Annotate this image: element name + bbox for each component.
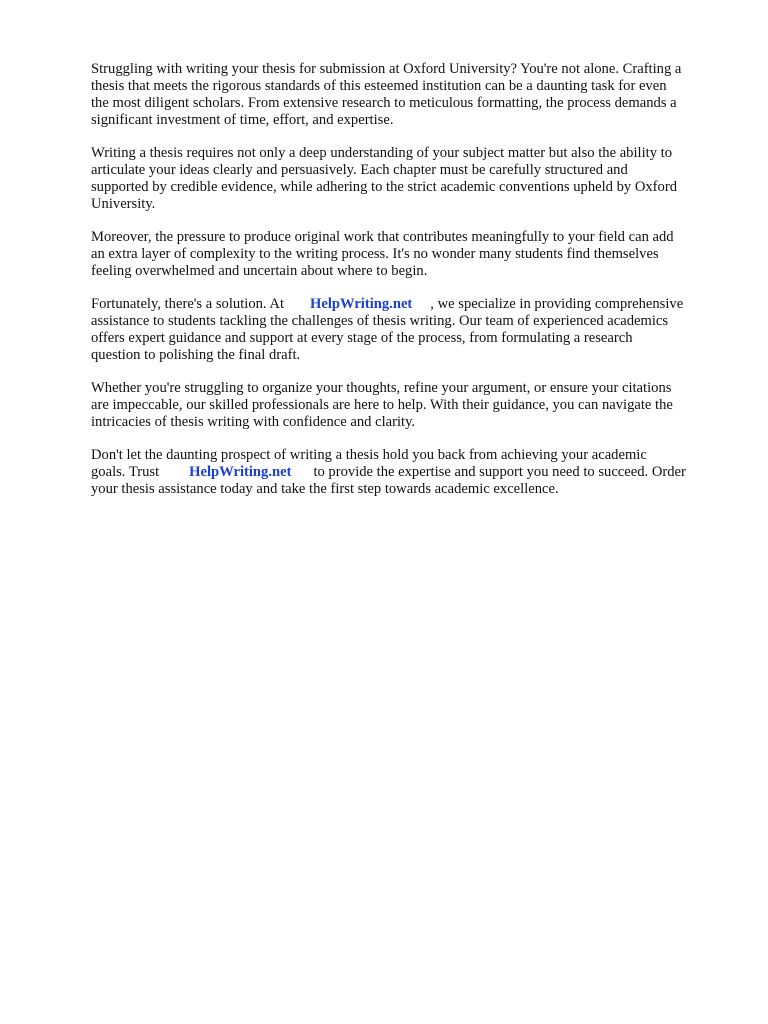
document-body [91,61,731,514]
paragraph-requirements: Writing a thesis requires not only a deep understanding of your subject matter but also the ability to articulate your ideas clearly and persuasively. Each chapter must be carefully structured and supported by credible evidence, while adhering to the strict academic conventions upheld by Oxford University. [91,145,677,212]
paragraph-pressure: Moreover, the pressure to produce original work that contributes meaningfully to your field can add an extra layer of complexity to the writing process. It's no wonder many students find themselves feeling overwhelmed and uncertain about where to begin. [91,229,674,279]
closing-text-before: Don't let the daunting prospect of writing a thesis hold you back from achieving your academic goals. Trust [91,447,647,480]
paragraph-struggling: Whether you're struggling to organize your thoughts, refine your argument, or ensure your citations are impeccable, our skilled professionals are here to help. With their guidance, you can navigate the intricacies of thesis writing with confidence and clarity. [91,380,673,430]
helpwriting-link-1[interactable]: HelpWriting.net [310,296,413,312]
paragraph-intro: Struggling with writing your thesis for submission at Oxford University? You're not alone. Crafting a thesis that meets the rigorous standards of this esteemed institution can be a daunting task for even the most diligent scholars. From extensive research to meticulous formatting, the process demands a significant investment of time, effort, and expertise. [91,61,682,128]
closing-text-after: to provide the expertise and support you need to succeed. Order your thesis assistance today and take the first step towards academic excellence. [91,464,686,497]
paragraph-closing [91,447,731,498]
paragraph-solution [91,296,731,364]
solution-text-after: , we specialize in providing comprehensive assistance to students tackling the challenges of thesis writing. Our team of experienced academics offers expert guidance and support at every stage of the process, from formulating a research question to polishing the final draft. [91,296,684,363]
solution-text-before: Fortunately, there's a solution. At [91,296,284,312]
helpwriting-link-2[interactable]: HelpWriting.net [189,464,292,480]
